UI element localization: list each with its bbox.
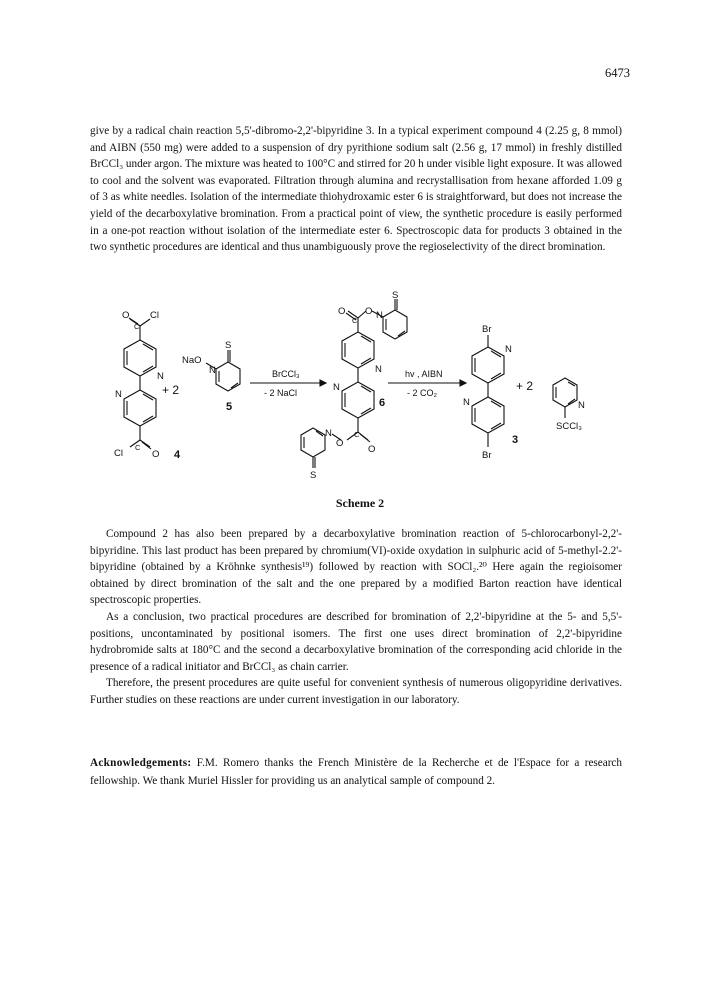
atom-n: N <box>209 365 216 376</box>
atom-s: S <box>392 290 399 301</box>
compound-3-structure <box>472 335 504 447</box>
atom-br: Br <box>482 324 492 335</box>
scheme-caption: Scheme 2 <box>335 496 385 510</box>
atom-n: N <box>115 389 122 400</box>
reaction-scheme <box>100 290 660 490</box>
acknowledgements-label: Acknowledgements: <box>90 757 192 769</box>
atom-n: N <box>505 344 512 355</box>
atom-nao: NaO <box>182 355 202 366</box>
compound-label-4: 4 <box>174 449 181 461</box>
compound-label-6: 6 <box>379 397 386 409</box>
atom-c: C <box>135 443 141 452</box>
byproduct-pyridine-structure <box>553 378 577 418</box>
byproduct-nacl: - 2 NaCl <box>264 388 298 398</box>
byproduct-co2: - 2 CO₂ <box>407 388 437 398</box>
atom-n: N <box>463 397 470 408</box>
atom-n: N <box>578 400 585 411</box>
reaction-arrow-2 <box>388 380 466 386</box>
atom-o: O <box>368 444 376 455</box>
atom-n: N <box>325 428 332 439</box>
reagent-brccl3: BrCCl₃ <box>272 369 300 379</box>
paragraph-conclusion: As a conclusion, two practical procedures are described for bromination of 2,2'-bipyridine at the 5- and 5,5'-positions, uncontaminated by positional isomers. The first one uses direct bromination of 2,2'-bipyridine hydrobromide salts at 180°C and the second a decarboxylative bromination of the corresponding acid chloride in the presence of a radical initiator and BrCCl₃ as chain carrier. <box>90 610 622 673</box>
atom-n: N <box>376 310 383 321</box>
atom-scl3: SCCl₃ <box>556 421 583 432</box>
reagent-hv-aibn: hv , AIBN <box>405 369 443 379</box>
atom-c: C <box>134 322 140 331</box>
atom-br: Br <box>482 450 492 461</box>
paragraph-compound-2: Compound 2 has also been prepared by a decarboxylative bromination reaction of 5-chlorocarbonyl-2,2'-bipyridine. This last product has been prepared by chromium(VI)-oxide oxydation in sulphuric acid of 5-methyl-2.2'-bipyridine (obtained by a Kröhnke synthesis¹⁹) followed by reaction with SOCl₂.²⁰ Here again the regioisomer obtained by direct bromination of the salt and the one prepared by a modified Barton reaction have identical spectroscopic properties. <box>90 528 622 607</box>
plus-coefficient: + 2 <box>516 379 534 393</box>
atom-s: S <box>310 470 317 481</box>
atom-n: N <box>333 382 340 393</box>
atom-o: O <box>152 449 160 460</box>
reaction-arrow-1 <box>250 380 326 386</box>
atom-o: O <box>338 306 346 317</box>
page-number: 6473 <box>605 66 630 80</box>
acknowledgements-text: F.M. Romero thanks the French Ministère de la Recherche et de l'Espace for a research fellowship. We thank Muriel Hissler for providing us an analytical sample of compound 2. <box>90 757 622 787</box>
atom-o: O <box>336 438 344 449</box>
atom-n: N <box>375 364 382 375</box>
atom-n: N <box>157 371 164 382</box>
paragraph-therefore: Therefore, the present procedures are quite useful for convenient synthesis of numerous oligopyridine derivatives. Further studies on these reactions are under current investigation in our laboratory. <box>90 677 622 706</box>
intro-paragraph-block <box>90 123 622 256</box>
atom-c: C <box>354 430 360 439</box>
acknowledgements <box>90 754 622 790</box>
intro-paragraph: give by a radical chain reaction 5,5'-dibromo-2,2'-bipyridine 3. In a typical experiment compound 4 (2.25 g, 8 mmol) and AIBN (550 mg) were added to a suspension of dry pyrithione sodium salt (2.56 g, 17 mmol) in freshly distilled BrCCl₃ under argon. The mixture was heated to 100°C and stirred for 20 h under visible light exposure. It was allowed to cool and the solvent was evaporated. Filtration through alumina and recrystallisation from hexane afforded 1.09 g of 3 as white needles. Isolation of the intermediate thiohydroxamic ester 6 is straightforward, but does not increase the yield of the decarboxylative bromination. From a practical point of view, the synthetic procedure is easily performed in a one-pot reaction without isolation of the intermediate ester 6. Spectroscopic data for products 3 obtained in the two synthetic procedures are identical and thus unambiguously prove the regioselectivity of the direct bromination. <box>90 125 622 254</box>
compound-label-3: 3 <box>512 434 519 446</box>
plus-coefficient: + 2 <box>162 383 180 397</box>
atom-o: O <box>122 310 130 321</box>
atom-o: O <box>365 306 373 317</box>
reaction-scheme-drawing <box>100 290 660 490</box>
compound-4-structure <box>124 318 156 449</box>
atom-cl: Cl <box>150 310 159 321</box>
atom-c: C <box>352 316 358 325</box>
body-paragraphs <box>90 526 622 709</box>
compound-label-5: 5 <box>226 401 233 413</box>
atom-cl: Cl <box>114 448 123 459</box>
atom-s: S <box>225 340 232 351</box>
